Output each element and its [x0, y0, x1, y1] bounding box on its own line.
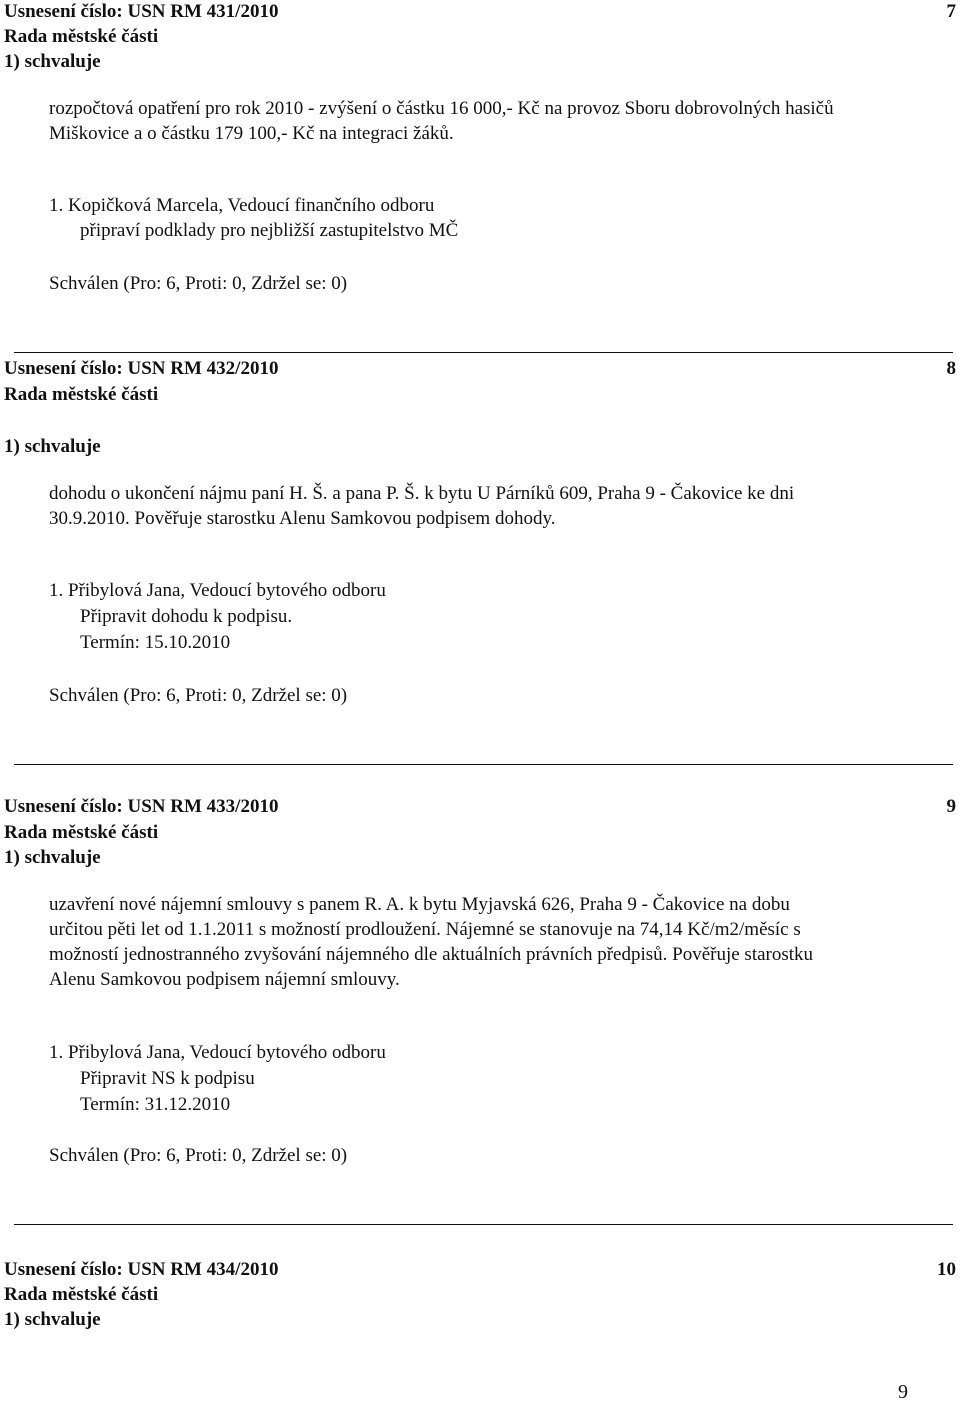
task-assignee: 1. Přibylová Jana, Vedoucí bytového odboru	[49, 580, 386, 601]
resolution-text-line: Miškovice a o částku 179 100,- Kč na integraci žáků.	[49, 123, 454, 144]
resolution-text-line: určitou pěti let od 1.1.2011 s možností prodloužení. Nájemné se stanovuje na 74,14 Kč/m2/měsíc s	[49, 919, 801, 940]
section-divider	[14, 764, 953, 765]
task-deadline: Termín: 15.10.2010	[80, 632, 231, 653]
task-detail: připraví podklady pro nejbližší zastupitelstvo MČ	[80, 220, 459, 241]
body-label: Rada městské části	[4, 1284, 159, 1305]
body-label: Rada městské části	[4, 822, 159, 843]
resolution-text-line: 30.9.2010. Pověřuje starostku Alenu Samkovou podpisem dohody.	[49, 508, 556, 529]
resolution-number: 9	[946, 796, 956, 817]
resolution-header: Usnesení číslo: USN RM 432/2010	[4, 358, 279, 379]
action-label: 1) schvaluje	[4, 847, 101, 868]
section-divider	[14, 1224, 953, 1225]
task-detail: Připravit NS k podpisu	[80, 1068, 255, 1089]
resolution-text-line: Alenu Samkovou podpisem nájemní smlouvy.	[49, 969, 400, 990]
resolution-text-line: uzavření nové nájemní smlouvy s panem R. A. k bytu Myjavská 626, Praha 9 - Čakovice na dobu	[49, 894, 790, 915]
action-label: 1) schvaluje	[4, 436, 101, 457]
action-label: 1) schvaluje	[4, 1309, 101, 1330]
task-assignee: 1. Přibylová Jana, Vedoucí bytového odboru	[49, 1042, 386, 1063]
resolution-header: Usnesení číslo: USN RM 433/2010	[4, 796, 279, 817]
task-deadline: Termín: 31.12.2010	[80, 1094, 231, 1115]
resolution-number: 7	[946, 1, 956, 22]
resolution-text-line: možností jednostranného zvyšování nájemného dle aktuálních právních předpisů. Pověřuje starostku	[49, 944, 814, 965]
vote-result: Schválen (Pro: 6, Proti: 0, Zdržel se: 0)	[49, 1145, 348, 1166]
task-detail: Připravit dohodu k podpisu.	[80, 606, 293, 627]
page-number: 9	[898, 1381, 908, 1403]
resolution-text-line: rozpočtová opatření pro rok 2010 - zvýšení o částku 16 000,- Kč na provoz Sboru dobrovolných hasičů	[49, 98, 834, 119]
section-divider	[14, 352, 953, 353]
resolution-number: 8	[946, 358, 956, 379]
resolution-number: 10	[937, 1259, 956, 1280]
vote-result: Schválen (Pro: 6, Proti: 0, Zdržel se: 0)	[49, 685, 348, 706]
resolution-header: Usnesení číslo: USN RM 434/2010	[4, 1259, 279, 1280]
resolution-header: Usnesení číslo: USN RM 431/2010	[4, 1, 279, 22]
task-assignee: 1. Kopičková Marcela, Vedoucí finančního odboru	[49, 195, 435, 216]
resolution-text-line: dohodu o ukončení nájmu paní H. Š. a pana P. Š. k bytu U Párníků 609, Praha 9 - Čakovice ke dni	[49, 483, 795, 504]
body-label: Rada městské části	[4, 26, 159, 47]
body-label: Rada městské části	[4, 384, 159, 405]
vote-result: Schválen (Pro: 6, Proti: 0, Zdržel se: 0)	[49, 273, 348, 294]
action-label: 1) schvaluje	[4, 51, 101, 72]
